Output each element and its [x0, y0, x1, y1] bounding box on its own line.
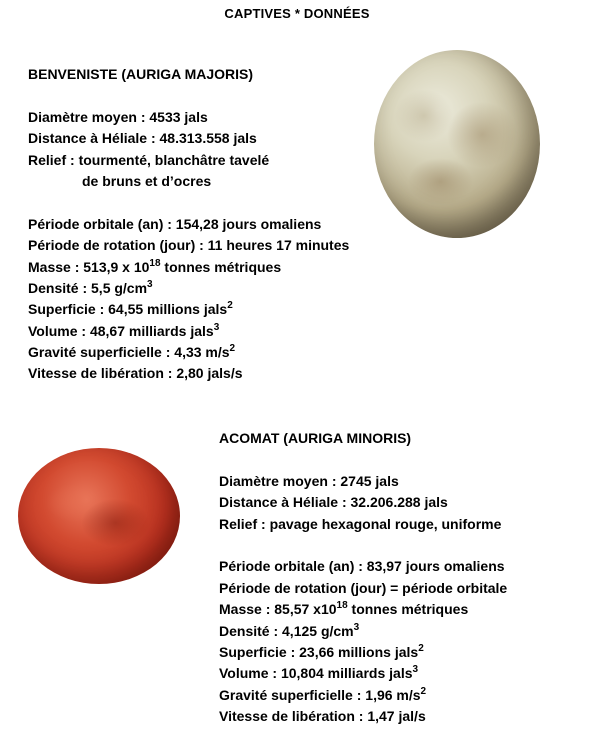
planet-acomat-image — [18, 448, 180, 584]
diametre-moyen: Diamètre moyen : 2745 jals — [219, 472, 399, 489]
periode-orbitale: Période orbitale (an) : 154,28 jours omaliens — [28, 215, 322, 232]
distance-heliale: Distance à Héliale : 32.206.288 jals — [219, 494, 448, 511]
densite: Densité : 4,125 $g/cm^3$ — [219, 621, 360, 639]
superficie: Superficie : 23,66 millions jals$^2$ — [219, 642, 424, 660]
periode-rotation: Période de rotation (jour) = période orbitale — [219, 579, 508, 596]
distance-heliale: Distance à Héliale : 48.313.558 jals — [28, 130, 257, 147]
acomat-data — [219, 428, 507, 727]
relief-line-1: Relief : pavage hexagonal rouge, uniforme — [219, 515, 502, 532]
volume: Volume : 10,804 milliards jals$^3$ — [219, 664, 419, 682]
benveniste-data — [28, 64, 349, 385]
volume: Volume : 48,67 milliards jals$^3$ — [28, 321, 220, 339]
page-title: CAPTIVES * DONNÉES — [224, 6, 370, 21]
planet-name: BENVENISTE (AURIGA MAJORIS) — [28, 66, 254, 82]
relief-line-2: de bruns et d’ocres — [82, 172, 212, 189]
gravite-superficielle: Gravité superficielle : 1,96 $m/s^2$ — [219, 685, 427, 703]
periode-rotation: Période de rotation (jour) : 11 heures 17 minutes — [28, 237, 350, 254]
planet-name: ACOMAT (AURIGA MINORIS) — [219, 430, 412, 446]
vitesse-liberation: Vitesse de libération : 1,47 jal/s — [219, 708, 426, 725]
planet-benveniste-image — [374, 50, 540, 238]
masse: Masse : 85,57 $x10^{18}$ tonnes métriques — [219, 600, 469, 618]
superficie: Superficie : 64,55 millions jals$^2$ — [28, 300, 233, 318]
densite: Densité : 5,5 $g/cm^3$ — [28, 278, 153, 296]
relief-line-1: Relief : tourmenté, blanchâtre tavelé — [28, 151, 270, 168]
diametre-moyen: Diamètre moyen : 4533 jals — [28, 108, 208, 125]
gravite-superficielle: Gravité superficielle : 4,33 $m/s^2$ — [28, 343, 236, 361]
masse: Masse : 513,9 x $10^{18}$ tonnes métriques — [28, 257, 282, 275]
vitesse-liberation: Vitesse de libération : 2,80 jals/s — [28, 365, 243, 382]
periode-orbitale: Période orbitale (an) : 83,97 jours omaliens — [219, 558, 505, 575]
